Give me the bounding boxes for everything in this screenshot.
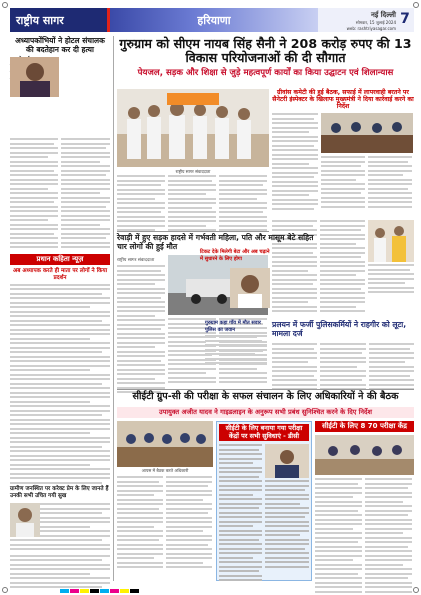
- left-column: [10, 36, 110, 581]
- cet-right-headline: सीईटी के लिए 8 70 परीक्षा केंद्र: [315, 421, 414, 432]
- page-number: 7: [400, 11, 410, 27]
- left-story3-title: ग्रामीण जनस्थित पर करेक्ट प्रेम के लिए जानते हैं उनकी सभी उचित गयी सुख: [10, 486, 109, 499]
- dc-photo: [265, 444, 309, 478]
- cet-deck: उपायुक्त अजीत यादव ने गाइडलाइन के अनुरूप सभी प्रबंध सुनिश्चित करने के दिए निर्देश: [158, 408, 372, 416]
- ceremony-photo: [368, 220, 414, 262]
- cet-banner-block: [117, 391, 414, 405]
- left-lead-title: अध्यापकोंभियों ने होटल संचालक की बदतेहान कर दी हत्या: [15, 36, 105, 54]
- grievance-headline-block: [272, 89, 414, 111]
- left-story2-title: अब अध्यापक करते ही माता पर लोगों ने किया प्रदर्शन: [12, 267, 108, 281]
- section-name: हरियाणा: [110, 8, 318, 32]
- registration-mark: [2, 587, 8, 593]
- cet-right-body: [315, 421, 414, 581]
- main-subhead: पेयजल, सड़क और शिक्षा से जुड़े महत्वपूर्ण कार्यों का किया उद्घाटन एवं शिलान्यास: [137, 68, 394, 78]
- pullquote-block-2: [205, 320, 267, 380]
- victim-photo: [10, 57, 59, 97]
- road-accident-headline: रेवाड़ी में हुए सड़क हादसे में गर्भवती महिला, पति और मासूम बेटे सहित चार लोगों की हुई मौत: [117, 233, 314, 251]
- cet-deck-block: [117, 407, 414, 418]
- road-accident-byline: राष्ट्रीय सागर संवाददाता: [117, 258, 155, 263]
- main-photo-caption: राष्ट्रीय सागर संवाददाता: [175, 169, 211, 174]
- cet-banner-headline: सीईटी ग्रुप-सी की परीक्षा के सफल संचालन के लिए अधिकारियों ने की बैठक: [132, 391, 399, 402]
- cm-event-photo: [117, 89, 269, 167]
- main-story-body: [117, 175, 269, 230]
- masthead: [10, 8, 414, 32]
- cet-center-headline: सीईटी के लिए बनाया गया परीक्षा केंद्रों पर सभी सुविधाएं - डीसी: [219, 424, 309, 441]
- pullquote-2: गुरुग्राम कहा गाँव में मौत सवार पुलिस का जवान: [205, 320, 261, 333]
- cet-meeting-photo: [117, 421, 213, 467]
- section-header: प्रधान कहिता न्यूज़: [10, 254, 110, 265]
- date-label: सोमवार, 15 जुलाई 2024: [355, 20, 396, 25]
- main-headline: गुरुग्राम को सीएम नायब सिंह सैनी ने 208 करोड़ रुपए की 13 विकास परियोजनाओं की दी सौगात: [119, 36, 412, 65]
- cet-left-body: [117, 421, 213, 581]
- color-bar: [60, 589, 139, 593]
- grievance-body: [272, 113, 414, 218]
- police-headline: प्रलयन में फर्जी पुलिसकर्मियों ने राहगीर को लूटा, मामला दर्ज: [272, 320, 407, 338]
- registration-mark: [2, 2, 8, 8]
- pullquote-1: टिकट देके मिलेगी बेटा और अब चढ़ाने में सुधारने के लिए होगा: [200, 249, 270, 262]
- cet-photo-caption: आपस में बैठक करते अधिकारी: [141, 468, 189, 473]
- brand-name: राष्ट्रीय सागर: [10, 8, 110, 32]
- grievance-headline: ग्रीवांस कमेटी की हुई बैठक, सफाई में लापरवाही बरतने पर सैनेटरी इंस्पेक्टर के खिलाफ मुख्यमंत्री ने दिया कार्रवाई करने का निर्देश: [272, 89, 414, 111]
- meeting-photo: [321, 113, 413, 153]
- police-body: [272, 343, 414, 391]
- official-photo: [10, 503, 40, 537]
- main-headline-block: [117, 37, 414, 87]
- cet-center-box: [216, 421, 312, 581]
- road-accident-headline-block: [117, 233, 317, 251]
- masthead-info: [318, 8, 414, 32]
- portrait-photo: [230, 268, 270, 308]
- website-link[interactable]: web: rashtriyasagar.com: [346, 26, 396, 31]
- city-label: नई दिल्ली: [370, 11, 396, 19]
- exam-center-photo: [315, 435, 414, 475]
